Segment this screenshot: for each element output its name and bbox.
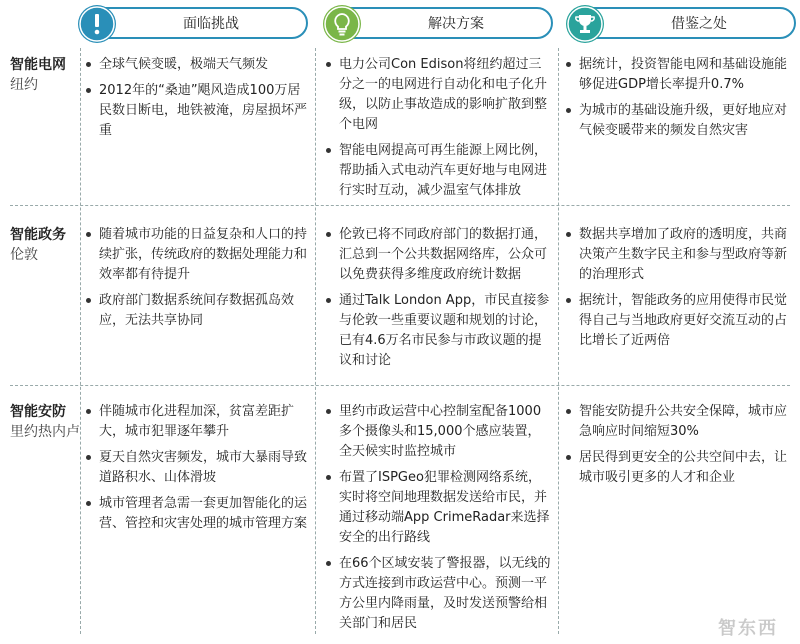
list-item: 为城市的基础设施升级，更好地应对气候变暖带来的频发自然灾害 <box>565 101 793 141</box>
list-item: 布置了ISPGeo犯罪检测网络系统，实时将空间地理数据发送给市民，并通过移动端App CrimeRadar来选择安全的出行路线 <box>325 468 553 548</box>
list-item: 通过Talk London App，市民直接参与伦敦一些重要议题和规划的讨论，已有4.6万名市民参与市政议题的提议和讨论 <box>325 291 553 371</box>
cell-solutions <box>325 225 553 377</box>
column-divider <box>558 48 559 634</box>
header-solutions <box>325 7 553 39</box>
header-challenges <box>80 7 308 39</box>
row-title-text: 智能政务 <box>10 227 66 243</box>
list-item: 智能安防提升公共安全保障，城市应急响应时间缩短30% <box>565 402 793 442</box>
header-label: 借鉴之处 <box>671 16 727 32</box>
list-item: 里约市政运营中心控制室配备1000多个摄像头和15,000个感应装置，全天候实时监控城市 <box>325 402 553 462</box>
header-lessons <box>568 7 796 39</box>
row-title-text: 智能电网 <box>10 57 66 73</box>
list-item: 全球气候变暖，极端天气频发 <box>85 55 313 75</box>
list-item: 2012年的“桑迪”飓风造成100万居民数日断电，地铁被淹，房屋损坏严重 <box>85 81 313 141</box>
list-item: 政府部门数据系统间存数据孤岛效应，无法共享协同 <box>85 291 313 331</box>
list-item: 夏天自然灾害频发，城市大暴雨导致道路积水、山体滑坡 <box>85 448 313 488</box>
column-divider <box>80 48 81 634</box>
header-label: 解决方案 <box>428 16 484 32</box>
exclamation-icon <box>78 5 116 43</box>
row-title-text: 智能安防 <box>10 404 66 420</box>
header-label: 面临挑战 <box>183 16 239 32</box>
row-title-smart-government <box>10 225 66 265</box>
row-city-text: 纽约 <box>10 77 38 93</box>
list-item: 在66个区域安装了警报器，以无线的方式连接到市政运营中心。预测一平方公里内降雨量，及时发送预警给相关部门和居民 <box>325 554 553 634</box>
row-city-text: 里约热内卢 <box>10 424 80 440</box>
lightbulb-icon <box>323 5 361 43</box>
cell-challenges <box>85 55 313 147</box>
cell-challenges <box>85 225 313 337</box>
cell-lessons <box>565 55 793 147</box>
row-title-smart-security <box>10 402 80 442</box>
list-item: 电力公司Con Edison将纽约超过三分之一的电网进行自动化和电子化升级，以防止事故造成的影响扩散到整个电网 <box>325 55 553 135</box>
list-item: 伦敦已将不同政府部门的数据打通，汇总到一个公共数据网络库，公众可以免费获得多维度政府统计数据 <box>325 225 553 285</box>
list-item: 随着城市功能的日益复杂和人口的持续扩张，传统政府的数据处理能力和效率都有待提升 <box>85 225 313 285</box>
list-item: 伴随城市化进程加深，贫富差距扩大，城市犯罪逐年攀升 <box>85 402 313 442</box>
list-item: 智能电网提高可再生能源上网比例，帮助插入式电动汽车更好地与电网进行实时互动，减少温室气体排放 <box>325 141 553 201</box>
cell-challenges <box>85 402 313 540</box>
cell-solutions <box>325 402 553 640</box>
list-item: 城市管理者急需一套更加智能化的运营、管控和灾害处理的城市管理方案 <box>85 494 313 534</box>
cell-solutions <box>325 55 553 207</box>
list-item: 据统计，智能政务的应用使得市民觉得自己与当地政府更好交流互动的占比增长了近两倍 <box>565 291 793 351</box>
row-divider <box>10 385 790 386</box>
list-item: 数据共享增加了政府的透明度，共商决策产生数字民主和参与型政府等新的治理形式 <box>565 225 793 285</box>
list-item: 居民得到更安全的公共空间中去，让城市吸引更多的人才和企业 <box>565 448 793 488</box>
row-city-text: 伦敦 <box>10 247 38 263</box>
cell-lessons <box>565 225 793 357</box>
row-title-smart-grid <box>10 55 66 95</box>
trophy-icon <box>566 5 604 43</box>
column-divider <box>315 48 316 634</box>
watermark-logo: 智东西 <box>718 618 778 639</box>
list-item: 据统计，投资智能电网和基础设施能够促进GDP增长率提升0.7% <box>565 55 793 95</box>
cell-lessons <box>565 402 793 494</box>
